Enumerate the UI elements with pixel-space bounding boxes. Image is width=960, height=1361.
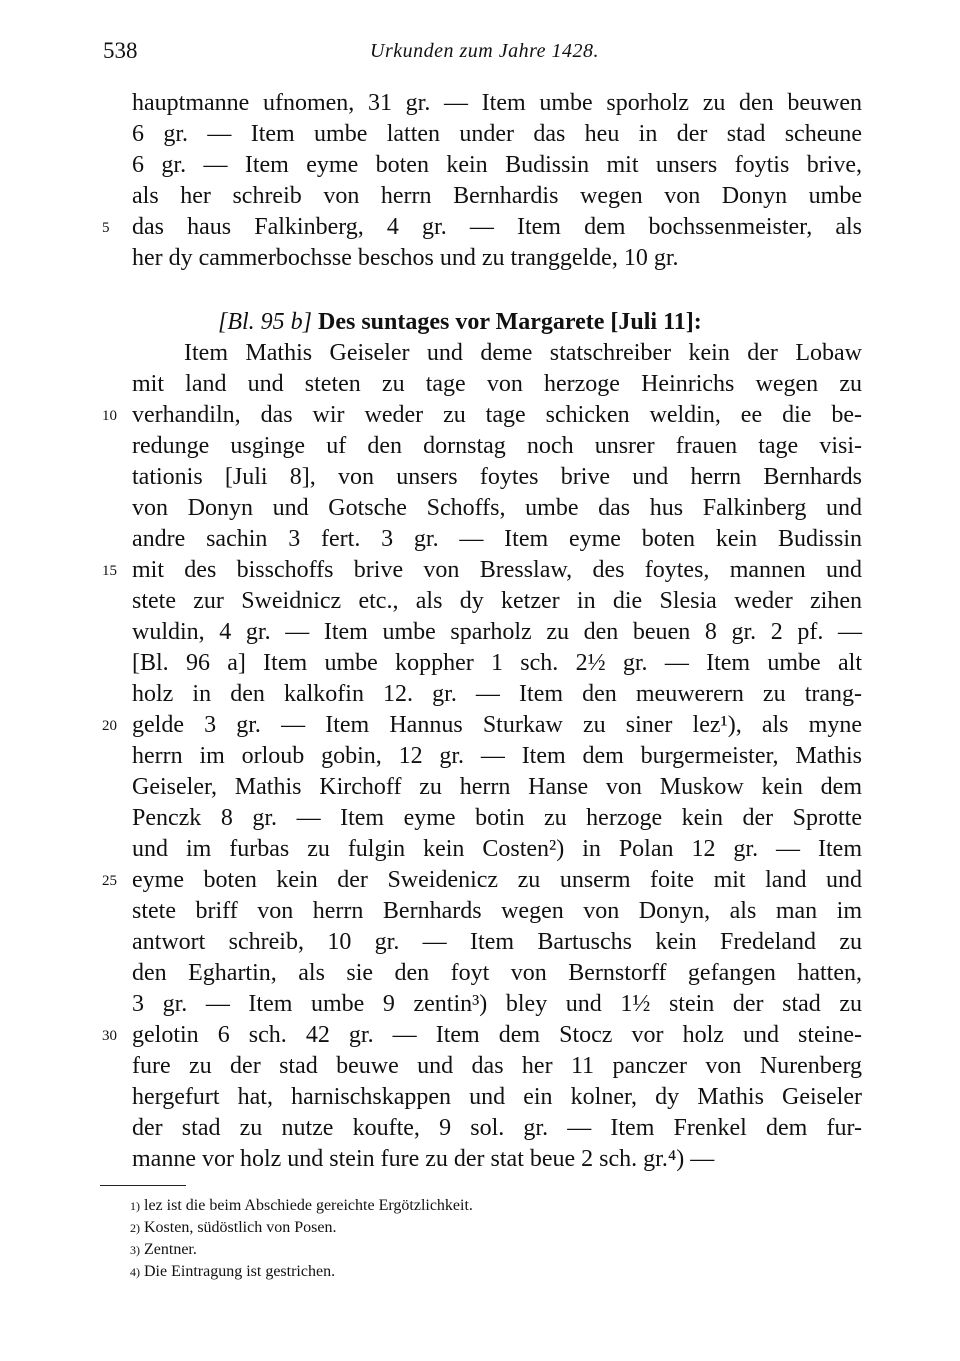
footnote-text: Die Eintragung ist gestrichen.: [144, 1263, 336, 1280]
line-number: 30: [102, 1028, 117, 1044]
section-gap: [132, 274, 862, 307]
text-line: tationis [Juli 8], von unsers foytes brive und herrn Bernhards: [132, 464, 862, 490]
text-line: wuldin, 4 gr. — Item umbe sparholz zu den beuen 8 gr. 2 pf. —: [132, 619, 862, 645]
text-line: stete zur Sweidnicz etc., als dy ketzer in die Slesia weder zihen: [132, 588, 862, 614]
footnote: [130, 1261, 473, 1283]
footnote: [130, 1239, 473, 1261]
folio-reference: [Bl. 95 b]: [218, 309, 313, 335]
text-line: andre sachin 3 fert. 3 gr. — Item eyme boten kein Budissin: [132, 526, 862, 552]
text-line: her dy cammerbochsse beschos und zu tranggelde, 10 gr.: [132, 245, 679, 271]
text-line: manne vor holz und stein fure zu der stat beue 2 sch. gr.⁴) —: [132, 1146, 715, 1172]
footnotes: [130, 1195, 473, 1283]
text-line: redunge usginge uf den dornstag noch unsrer frauen tage visi-: [132, 433, 862, 459]
line-number: 20: [102, 718, 117, 734]
text-line-content: mit des bisschoffs brive von Bresslaw, des foytes, mannen und: [132, 557, 862, 583]
footnote-text: Kosten, südöstlich von Posen.: [144, 1219, 337, 1236]
text-line: stete briff von herrn Bernhards wegen von Donyn, als man im: [132, 898, 862, 924]
running-title: Urkunden zum Jahre 1428.: [370, 40, 600, 62]
text-line: [102, 400, 862, 431]
main-text: [102, 88, 862, 1175]
section-title: Des suntages vor Margarete [Juli 11]:: [318, 309, 702, 335]
text-line: [102, 555, 862, 586]
footnote-mark: 1): [130, 1199, 140, 1213]
text-line: herrn im orloub gobin, 12 gr. — Item dem burgermeister, Mathis: [132, 743, 862, 769]
line-number: 10: [102, 408, 117, 424]
line-number: 15: [102, 563, 117, 579]
footnote-text: Zentner.: [144, 1241, 197, 1258]
text-line: der stad zu nutze koufte, 9 sol. gr. — Item Frenkel dem fur-: [132, 1115, 862, 1141]
footnote-divider: [100, 1185, 186, 1186]
page-number: 538: [103, 38, 138, 63]
text-line-content: eyme boten kein der Sweidenicz zu unserm foite mit land und: [132, 867, 862, 893]
text-line: 3 gr. — Item umbe 9 zentin³) bley und 1½ stein der stad zu: [132, 991, 862, 1017]
footnote-text: lez ist die beim Abschiede gereichte Ergötzlichkeit.: [144, 1197, 473, 1214]
text-line: [102, 865, 862, 896]
line-number: 5: [102, 220, 110, 236]
section-heading: [132, 307, 862, 338]
text-line: [102, 212, 862, 243]
text-line: den Eghartin, als sie den foyt von Bernstorff gefangen hatten,: [132, 960, 862, 986]
text-line: hauptmanne ufnomen, 31 gr. — Item umbe sporholz zu den beuwen: [132, 90, 862, 116]
page-header: [0, 38, 960, 78]
text-line-content: das haus Falkinberg, 4 gr. — Item dem bochssenmeister, als: [132, 214, 862, 240]
text-line: [102, 1020, 862, 1051]
text-line: fure zu der stad beuwe und das her 11 panczer von Nurenberg: [132, 1053, 862, 1079]
footnote: [130, 1195, 473, 1217]
footnote-mark: 2): [130, 1221, 140, 1235]
text-line: von Donyn und Gotsche Schoffs, umbe das hus Falkinberg und: [132, 495, 862, 521]
text-line: 6 gr. — Item eyme boten kein Budissin mit unsers foytis brive,: [132, 152, 862, 178]
text-line-content: gelde 3 gr. — Item Hannus Sturkaw zu siner lez¹), als myne: [132, 712, 862, 738]
line-number: 25: [102, 873, 117, 889]
text-line: [Bl. 96 a] Item umbe koppher 1 sch. 2½ gr. — Item umbe alt: [132, 650, 862, 676]
footnote-mark: 4): [130, 1265, 140, 1279]
text-line: Geiseler, Mathis Kirchoff zu herrn Hanse von Muskow kein dem: [132, 774, 862, 800]
text-line: und im furbas zu fulgin kein Costen²) in Polan 12 gr. — Item: [132, 836, 862, 862]
footnote: [130, 1217, 473, 1239]
text-line: [102, 710, 862, 741]
text-line: hergefurt hat, harnischskappen und ein kolner, dy Mathis Geiseler: [132, 1084, 862, 1110]
text-line-content: verhandiln, das wir weder zu tage schicken weldin, ee die be-: [132, 402, 862, 428]
text-line: als her schreib von herrn Bernhardis wegen von Donyn umbe: [132, 183, 862, 209]
text-line: Item Mathis Geiseler und deme statschreiber kein der Lobaw: [184, 340, 862, 366]
text-line: Penczk 8 gr. — Item eyme botin zu herzoge kein der Sprotte: [132, 805, 862, 831]
text-line-content: gelotin 6 sch. 42 gr. — Item dem Stocz vor holz und steine-: [132, 1022, 862, 1048]
footnote-mark: 3): [130, 1243, 140, 1257]
text-line: holz in den kalkofin 12. gr. — Item den meuwerern zu trang-: [132, 681, 862, 707]
text-line: mit land und steten zu tage von herzoge Heinrichs wegen zu: [132, 371, 862, 397]
text-line: 6 gr. — Item umbe latten under das heu in der stad scheune: [132, 121, 862, 147]
text-line: antwort schreib, 10 gr. — Item Bartuschs kein Fredeland zu: [132, 929, 862, 955]
